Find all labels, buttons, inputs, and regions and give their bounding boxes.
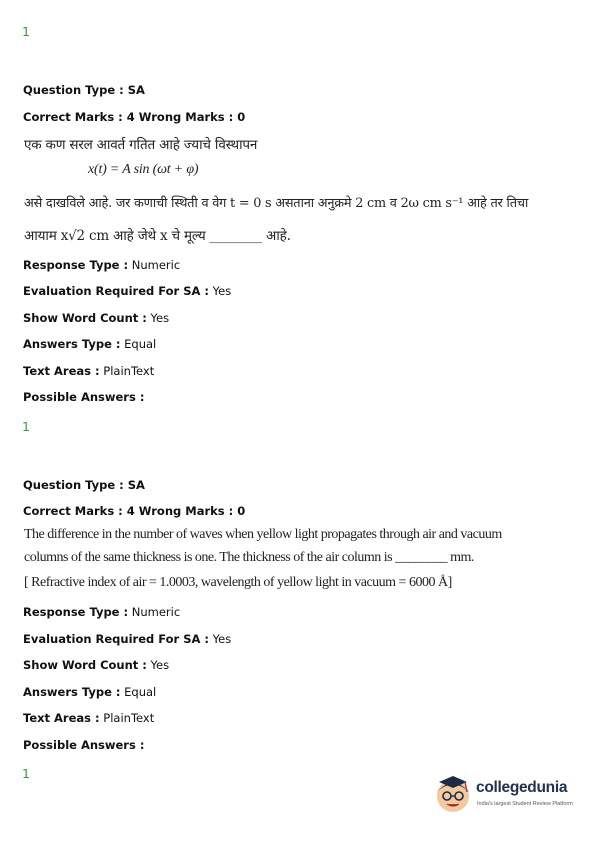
field-answers-type-2: Answers Type : Equal	[23, 685, 157, 699]
field-possible-answers-1: Possible Answers :	[23, 390, 145, 404]
collegedunia-logo	[431, 770, 581, 820]
field-evaluation-1: Evaluation Required For SA : Yes	[23, 284, 232, 298]
field-word-count-2: Show Word Count : Yes	[23, 658, 170, 672]
field-response-type-2: Response Type : Numeric	[23, 605, 181, 619]
marks-1: Correct Marks : 4 Wrong Marks : 0	[23, 110, 246, 124]
field-evaluation-2: Evaluation Required For SA : Yes	[23, 632, 232, 646]
question-text-2-line-1: The difference in the number of waves when yellow light propagates through air and vacuum	[24, 527, 502, 542]
field-text-areas-2: Text Areas : PlainText	[23, 711, 155, 725]
question-type-2: Question Type : SA	[23, 478, 145, 492]
answer-2: 1	[22, 766, 30, 781]
field-word-count-1: Show Word Count : Yes	[23, 311, 170, 325]
question-text-2-line-2: columns of the same thickness is one. The thickness of the air column is ________ mm.	[24, 550, 474, 565]
question-text-2-line-3: [ Refractive index of air = 1.0003, wavelength of yellow light in vacuum = 6000 Å]	[24, 575, 452, 590]
question-text-1-line-1: एक कण सरल आवर्त गतित आहे ज्याचे विस्थापन	[24, 137, 258, 153]
field-response-type-1: Response Type : Numeric	[23, 258, 181, 272]
marks-2: Correct Marks : 4 Wrong Marks : 0	[23, 504, 246, 518]
field-text-areas-1: Text Areas : PlainText	[23, 364, 155, 378]
field-answers-type-1: Answers Type : Equal	[23, 337, 157, 351]
student-mascot-icon	[431, 772, 475, 816]
logo-name: collegedunia	[476, 779, 568, 796]
question-type-1: Question Type : SA	[23, 83, 145, 97]
question-formula-1: x(t) = A sin (ωt + φ)	[88, 162, 199, 177]
field-possible-answers-2: Possible Answers :	[23, 738, 145, 752]
question-text-1-line-3: असे दाखविले आहे. जर कणाची स्थिती व वेग t = 0 s असताना अनुक्रमे 2 cm व 2ω cm s⁻¹ आहे तर तिचा	[24, 196, 529, 211]
page-number: 1	[22, 24, 30, 39]
question-text-1-line-4: आयाम x√2 cm आहे जेथे x चे मूल्य ________ आहे.	[24, 228, 291, 244]
logo-tagline: India's largest Student Review Platform	[477, 801, 573, 807]
answer-1: 1	[22, 419, 30, 434]
